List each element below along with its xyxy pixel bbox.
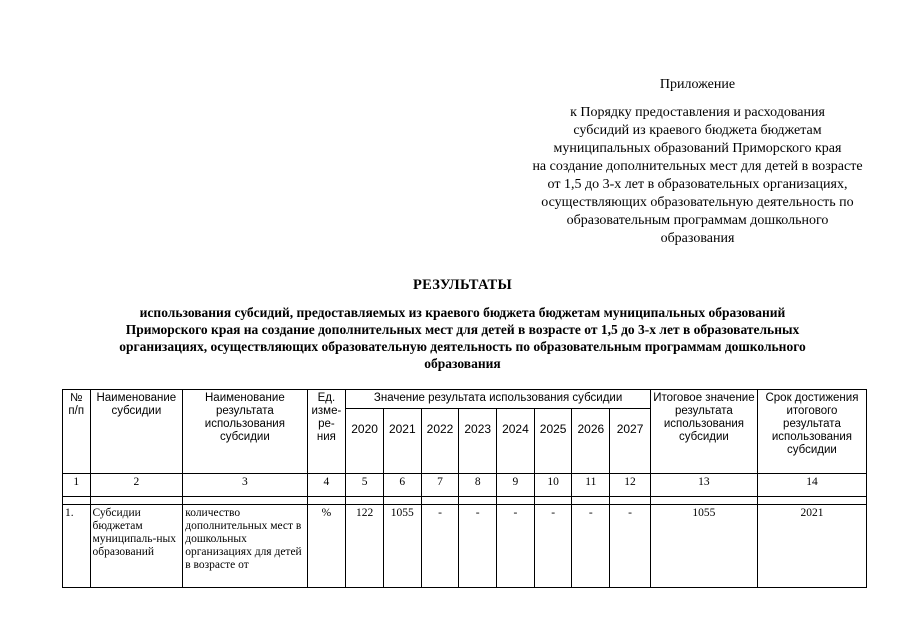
header-year: 2027 [610,409,651,474]
header-deadline: Срок достижения итогового результата использования субсидии [757,390,866,474]
header-year: 2026 [572,409,610,474]
header-no: № п/п [63,390,91,474]
final-value-cell: 1055 [650,505,757,588]
year-value-cell: 122 [346,505,384,588]
result-name-cell [183,505,307,588]
row-number: 1. [63,505,91,588]
column-number: 7 [421,474,459,497]
year-value-cell: 1055 [383,505,421,588]
document-heading [60,276,865,372]
subsidy-name-text: Субсидии бюджетам муниципаль-ных образований [92,507,176,558]
column-number: 8 [459,474,497,497]
column-number: 11 [572,474,610,497]
annex-line: муниципальных образований Приморского края [553,141,842,156]
header-result-name: Наименование результата использования субсидии [183,390,307,474]
column-number: 13 [650,474,757,497]
year-value-cell: - [421,505,459,588]
year-value-cell: - [534,505,572,588]
header-subsidy-name: Наименование субсидии [90,390,183,474]
year-value-cell: - [497,505,535,588]
header-year: 2024 [497,409,535,474]
column-number: 1 [63,474,91,497]
header-year: 2023 [459,409,497,474]
header-year: 2022 [421,409,459,474]
annex-line: на создание дополнительных мест для детей в возрасте [532,159,863,174]
table-row [63,505,867,588]
year-value-cell: - [459,505,497,588]
separator-row [63,497,867,505]
annex-line: образовательным программам дошкольного [566,213,829,228]
header-year: 2021 [383,409,421,474]
header-year: 2020 [346,409,384,474]
subtitle-line: образования [424,356,501,371]
annex-block [510,76,885,248]
results-table [62,389,867,588]
annex-line: образования [660,231,735,246]
result-name-text: количество дополнительных мест в дошкольных организациях для детей в возрасте от [185,507,302,571]
unit-cell: % [307,505,346,588]
deadline-cell: 2021 [757,505,866,588]
column-number: 3 [183,474,307,497]
column-number: 12 [610,474,651,497]
column-number: 2 [90,474,183,497]
subtitle-line: организациях, осуществляющих образовательную деятельность по образовательным программам дошкольного [119,339,806,354]
column-number: 6 [383,474,421,497]
header-final-value: Итоговое значение результата использования субсидии [650,390,757,474]
annex-title: Приложение [659,77,736,92]
subtitle-line: Приморского края на создание дополнительных мест для детей в возрасте от 1,5 до 3-х лет в образовательных [125,322,800,337]
header-value-group: Значение результата использования субсидии [346,390,651,409]
annex-line: к Порядку предоставления и расходования [570,105,825,120]
header-row [63,390,867,409]
column-number: 14 [757,474,866,497]
column-number: 5 [346,474,384,497]
year-value-cell: - [610,505,651,588]
header-year: 2025 [534,409,572,474]
column-number-row [63,474,867,497]
year-value-cell: - [572,505,610,588]
annex-line: от 1,5 до 3-х лет в образовательных организациях, [547,177,848,192]
subtitle-line: использования субсидий, предоставляемых из краевого бюджета бюджетам муниципальных образований [139,305,786,320]
annex-line: субсидий из краевого бюджета бюджетам [573,123,822,138]
document-subtitle [60,304,865,372]
annex-line: осуществляющих образовательную деятельность по [541,195,854,210]
annex-reference [510,104,885,248]
subsidy-name-cell [90,505,183,588]
column-number: 9 [497,474,535,497]
column-number: 10 [534,474,572,497]
document-title: РЕЗУЛЬТАТЫ [412,277,513,293]
column-number: 4 [307,474,346,497]
header-unit: Ед. изме-ре-ния [307,390,346,474]
